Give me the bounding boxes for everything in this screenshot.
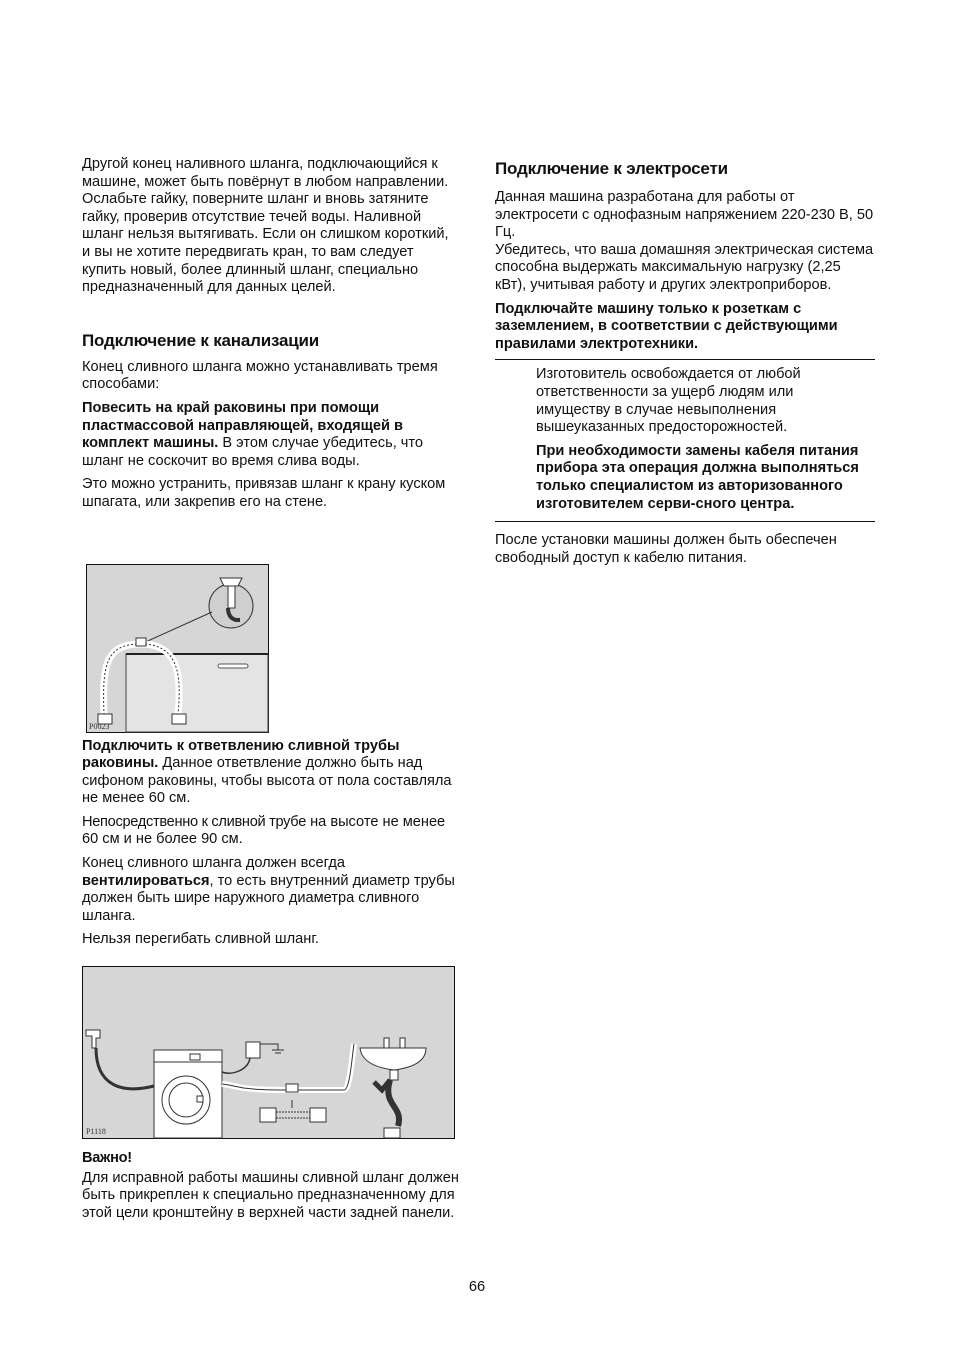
figure-installation xyxy=(82,966,456,1145)
figure1-label: P0023 xyxy=(89,722,110,731)
important-block xyxy=(82,1150,460,1228)
elec-paragraph-2: Убедитесь, что ваша домашняя электрическая система способна выдержать максимальную нагрузку (2,25 кВт), учитывая работу и других электроприборов. xyxy=(495,241,874,293)
method1-paragraph xyxy=(82,400,460,470)
important-heading: Важно! xyxy=(82,1150,132,1166)
access-paragraph: После установки машины должен быть обеспечен свободный доступ к кабелю питания. xyxy=(495,532,837,566)
method1-text: В этом случае убедитесь, что шланг не соскочит во время слива воды. xyxy=(82,435,424,469)
important-text: Для исправной работы машины сливной шланг должен быть прикреплен к специально предназначенному для этой цели кронштейну в верхней части задней панели. xyxy=(82,1169,459,1221)
figure2-label: P1118 xyxy=(86,1127,106,1136)
warning-box xyxy=(495,359,875,522)
method2-bold: Подключить к ответвлению сливной трубы раковины. xyxy=(82,737,400,772)
warning-text: Изготовитель освобождается от любой ответственности за ущерб людям или имуществу в случае невыполнения вышеуказанных предосторожностей. xyxy=(536,366,801,436)
vent-pre: Конец сливного шланга должен всегда xyxy=(82,855,345,872)
drain-heading: Подключение к канализации xyxy=(82,330,319,350)
method3-paragraph xyxy=(82,814,460,849)
elec-paragraph-1: Данная машина разработана для работы от электросети с однофазным напряжением 220-230 В, 50 Гц. xyxy=(495,189,874,241)
left-column xyxy=(82,156,460,955)
vent-paragraph xyxy=(82,855,460,925)
right-column xyxy=(495,156,875,573)
intro-paragraph: Другой конец наливного шланга, подключающийся к машине, может быть повёрнут в любом направлении. Ослабьте гайку, поверните шланг и вновь затяните гайку, проверив отсутствие течей воды. Наливной шланг нельзя вытягивать. Если он слишком короткий, и вы не хотите передвигать кран, то вам следует купить новый, более длинный шланг, специально предназначенный для данных целей. xyxy=(82,156,449,296)
method3-text: на высоте не менее 60 см и не более 90 см. xyxy=(82,813,446,848)
method1-bold: Повесить на край раковины при помощи пластмассовой направляющей, входящей в комплект машины. xyxy=(82,399,404,452)
vent-bold: вентилироваться xyxy=(82,872,210,889)
drain-intro: Конец сливного шланга можно устанавливать тремя способами: xyxy=(82,358,438,393)
figure-sink-hook-svg xyxy=(86,564,270,734)
figure-installation-svg xyxy=(82,966,456,1140)
vent-post: , то есть внутренний диаметр трубы должен быть шире наружного диаметра сливного шланга. xyxy=(82,872,455,924)
method1-fix: Это можно устранить, привязав шланг к крану куском шпагата, или закрепив его на стене. xyxy=(82,476,446,510)
page-number: 66 xyxy=(468,1279,486,1295)
elec-bold-paragraph: Подключайте машину только к розеткам с заземлением, в соответствии с действующими правилами электротехники. xyxy=(495,300,838,352)
method2-paragraph xyxy=(82,738,460,808)
method2-text: Данное ответвление должно быть над сифоном раковины, чтобы высота от пола составляла не менее 60 см. xyxy=(82,755,452,807)
method3-bold: Непосредственно к сливной трубе xyxy=(82,813,307,830)
elec-heading: Подключение к электросети xyxy=(495,159,728,178)
warning-bold: При необходимости замены кабеля питания прибора эта операция должна выполняться только специалистом из авторизованного изготовителем серви-сного центра. xyxy=(536,442,859,512)
figure-sink-hook xyxy=(86,564,270,739)
no-bend-paragraph: Нельзя перегибать сливной шланг. xyxy=(82,931,319,948)
